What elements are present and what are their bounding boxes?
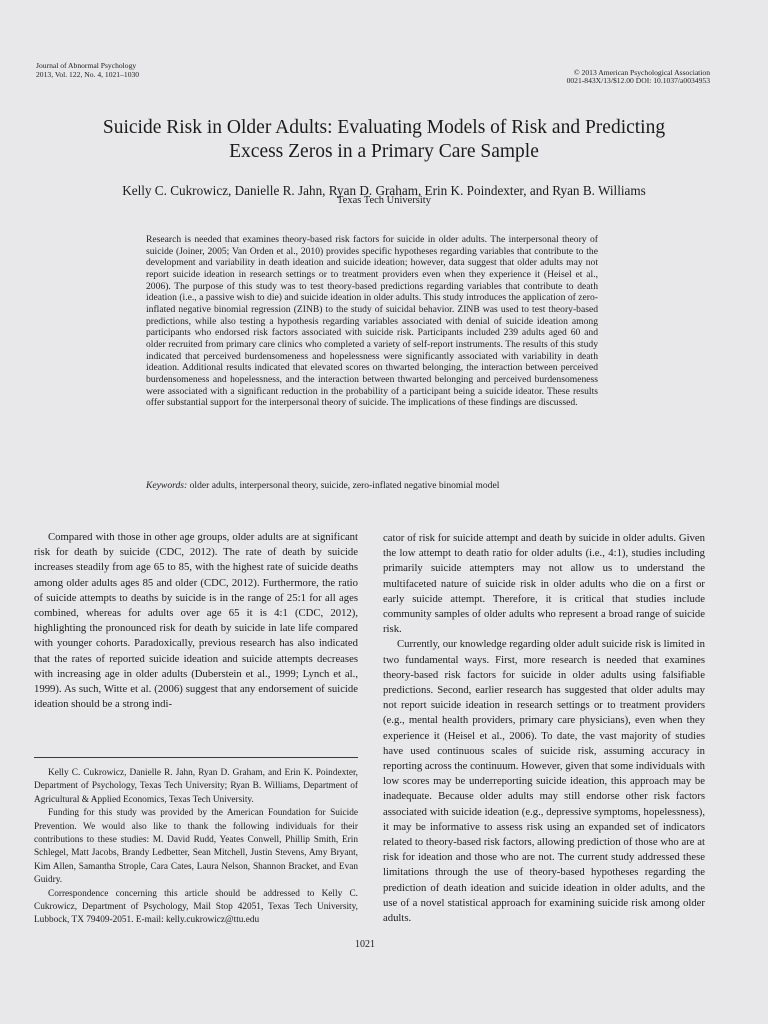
copyright-notice: [567, 69, 710, 85]
author-note: Kelly C. Cukrowicz, Danielle R. Jahn, Ryan D. Graham, and Erin K. Poindexter, Department of Psychology, Texas Tech University; Ryan B. Williams, Department of Agricultural & Applied Economics, Texas Tech University.: [34, 768, 358, 805]
keywords-label: Keywords:: [146, 480, 188, 491]
article-title: [40, 116, 728, 164]
keywords-text: older adults, interpersonal theory, suicide, zero-inflated negative binomial model: [189, 480, 500, 491]
correspondence-note: Correspondence concerning this article should be addressed to Kelly C. Cukrowicz, Department of Psychology, Mail Stop 42051, Texas Tech University, Lubbock, TX 79409-2051. E-mail: kelly.cukrowicz@ttu.edu: [34, 888, 358, 926]
title-line-2: Excess Zeros in a Primary Care Sample: [229, 141, 539, 162]
doi-line: 0021-843X/13/$12.00 DOI: 10.1037/a0034953: [566, 76, 710, 86]
footnote-divider: [34, 757, 358, 758]
body-paragraph: Compared with those in other age groups, older adults are at significant risk for death by suicide (CDC, 2012). The rate of death by suicide increases steadily from age 65 to 85, with the highest rate of suicide deaths among older adults ages 85 and older (CDC, 2012). Furthermore, the ratio of suicide attempts to deaths by suicide is in the range of 25:1 for all ages combined, whereas for adults over age 65 it is 4:1 (CDC, 2012), highlighting the pronounced risk for death by suicide in late life compared with younger cohorts. Paradoxically, previous research has also indicated that the rates of reported suicide ideation and suicide attempts decreases with increasing age in older adults (Duberstein et al., 1999; Lynch et al., 1999). As such, Witte et al. (2006) suggest that any endorsement of suicide ideation should be a strong indi-: [34, 531, 358, 711]
footnotes: [34, 767, 358, 928]
journal-volume: 2013, Vol. 122, No. 4, 1021–1030: [36, 69, 140, 79]
body-paragraph: cator of risk for suicide attempt and death by suicide in older adults. Given the low attempt to death ratio for older adults (i.e., 4:1), studies including primarily suicide attempters may not allow us to understand the multifaceted nature of suicide risk in older adults who die on a first or early suicide attempt. Therefore, it is critical that studies include community samples of older adults who represent a broad range of suicide risk.: [383, 532, 705, 636]
keywords: [146, 480, 598, 492]
title-line-1: Suicide Risk in Older Adults: Evaluating Models of Risk and Predicting: [102, 117, 666, 138]
funding-note: Funding for this study was provided by the American Foundation for Suicide Prevention. We would also like to thank the following individuals for their contributions to these studies: M. David Rudd, Yeates Conwell, Phillip Smith, Erin Schlegel, Matt Jacobs, Brandy Ledbetter, Sean Mitchell, Justin Stevens, Amy Bryant, Kim Allen, Samantha Strople, Cara Cates, Laura Nelson, Shannon Bracket, and Evan Guidry.: [34, 808, 358, 886]
abstract: Research is needed that examines theory-based risk factors for suicide in older adults. The interpersonal theory of suicide (Joiner, 2005; Van Orden et al., 2010) provides specific hypotheses regarding variables that contribute to the development and variability in death ideation and suicide ideation; however, data suggest that older adults may not report suicide ideation in research settings or to treatment providers even when they experience it (Heisel et al., 2006). The purpose of this study was to test theory-based predictions regarding variables that contribute to death ideation (i.e., a passive wish to die) and suicide ideation in older adults. This study introduces the application of zero-inflated negative binomial regression (ZINB) to the study of suicidal behavior. ZINB was used to test theory-based predictions, while also testing a hypothesis regarding variables associated with denial of suicide ideation among participants who endorsed risk factors associated with suicide risk. Participants included 239 adults aged 60 and older recruited from primary care clinics who completed a variety of self-report instruments. The results of this study indicated that perceived burdensomeness and hopelessness were significantly associated with variability in death ideation. Additional results indicated that elevated scores on thwarted belonging, the interaction between perceived burdensomeness and hopelessness, and the interaction between thwarted belonging and perceived burdensomeness were associated with a significant reduction in the probability of a participant being a suicide ideator. These results offer substantial support for the interpersonal theory of suicide. The implications of these findings are discussed.: [146, 234, 598, 409]
right-column: [383, 531, 705, 926]
body-paragraph: Currently, our knowledge regarding older adult suicide risk is limited in two fundamental ways. First, more research is needed that examines theory-based risk factors for suicide in older adults using falsifiable predictions. Second, earlier research has suggested that older adults may not report suicide ideation in research settings or to treatment providers (e.g., mental health providers, primary care physicians), even when they experience it (Heisel et al., 2006). To date, the vast majority of studies have used continuous scales of suicide risk, assuming accuracy in reporting across the continuum. However, given that some individuals with low scores may be underreporting suicide ideation, this approach may be inadequate. Because older adults may still endorse other risk factors associated with suicide ideation (e.g., depressive symptoms, hopelessness), it may be informative to assess risk using an expanded set of indicators related to theory-based risk factors, allowing prediction of those who are at risk for ideation and those who are not. The current study addressed these limitations through the use of theory-based hypotheses regarding the prediction of death ideation and suicide ideation in older adults, and the use of a novel statistical approach for examining suicide risk among older adults.: [383, 638, 705, 925]
page-number: 1021: [355, 939, 375, 950]
affiliation: Texas Tech University: [337, 195, 431, 206]
copyright-line: © 2013 American Psychological Association: [573, 68, 710, 77]
journal-citation: [36, 62, 139, 80]
author-list: Kelly C. Cukrowicz, Danielle R. Jahn, Ryan D. Graham, Erin K. Poindexter, and Ryan B. Williams: [122, 183, 646, 198]
journal-name: Journal of Abnormal Psychology: [36, 61, 137, 70]
left-column: [34, 530, 358, 712]
